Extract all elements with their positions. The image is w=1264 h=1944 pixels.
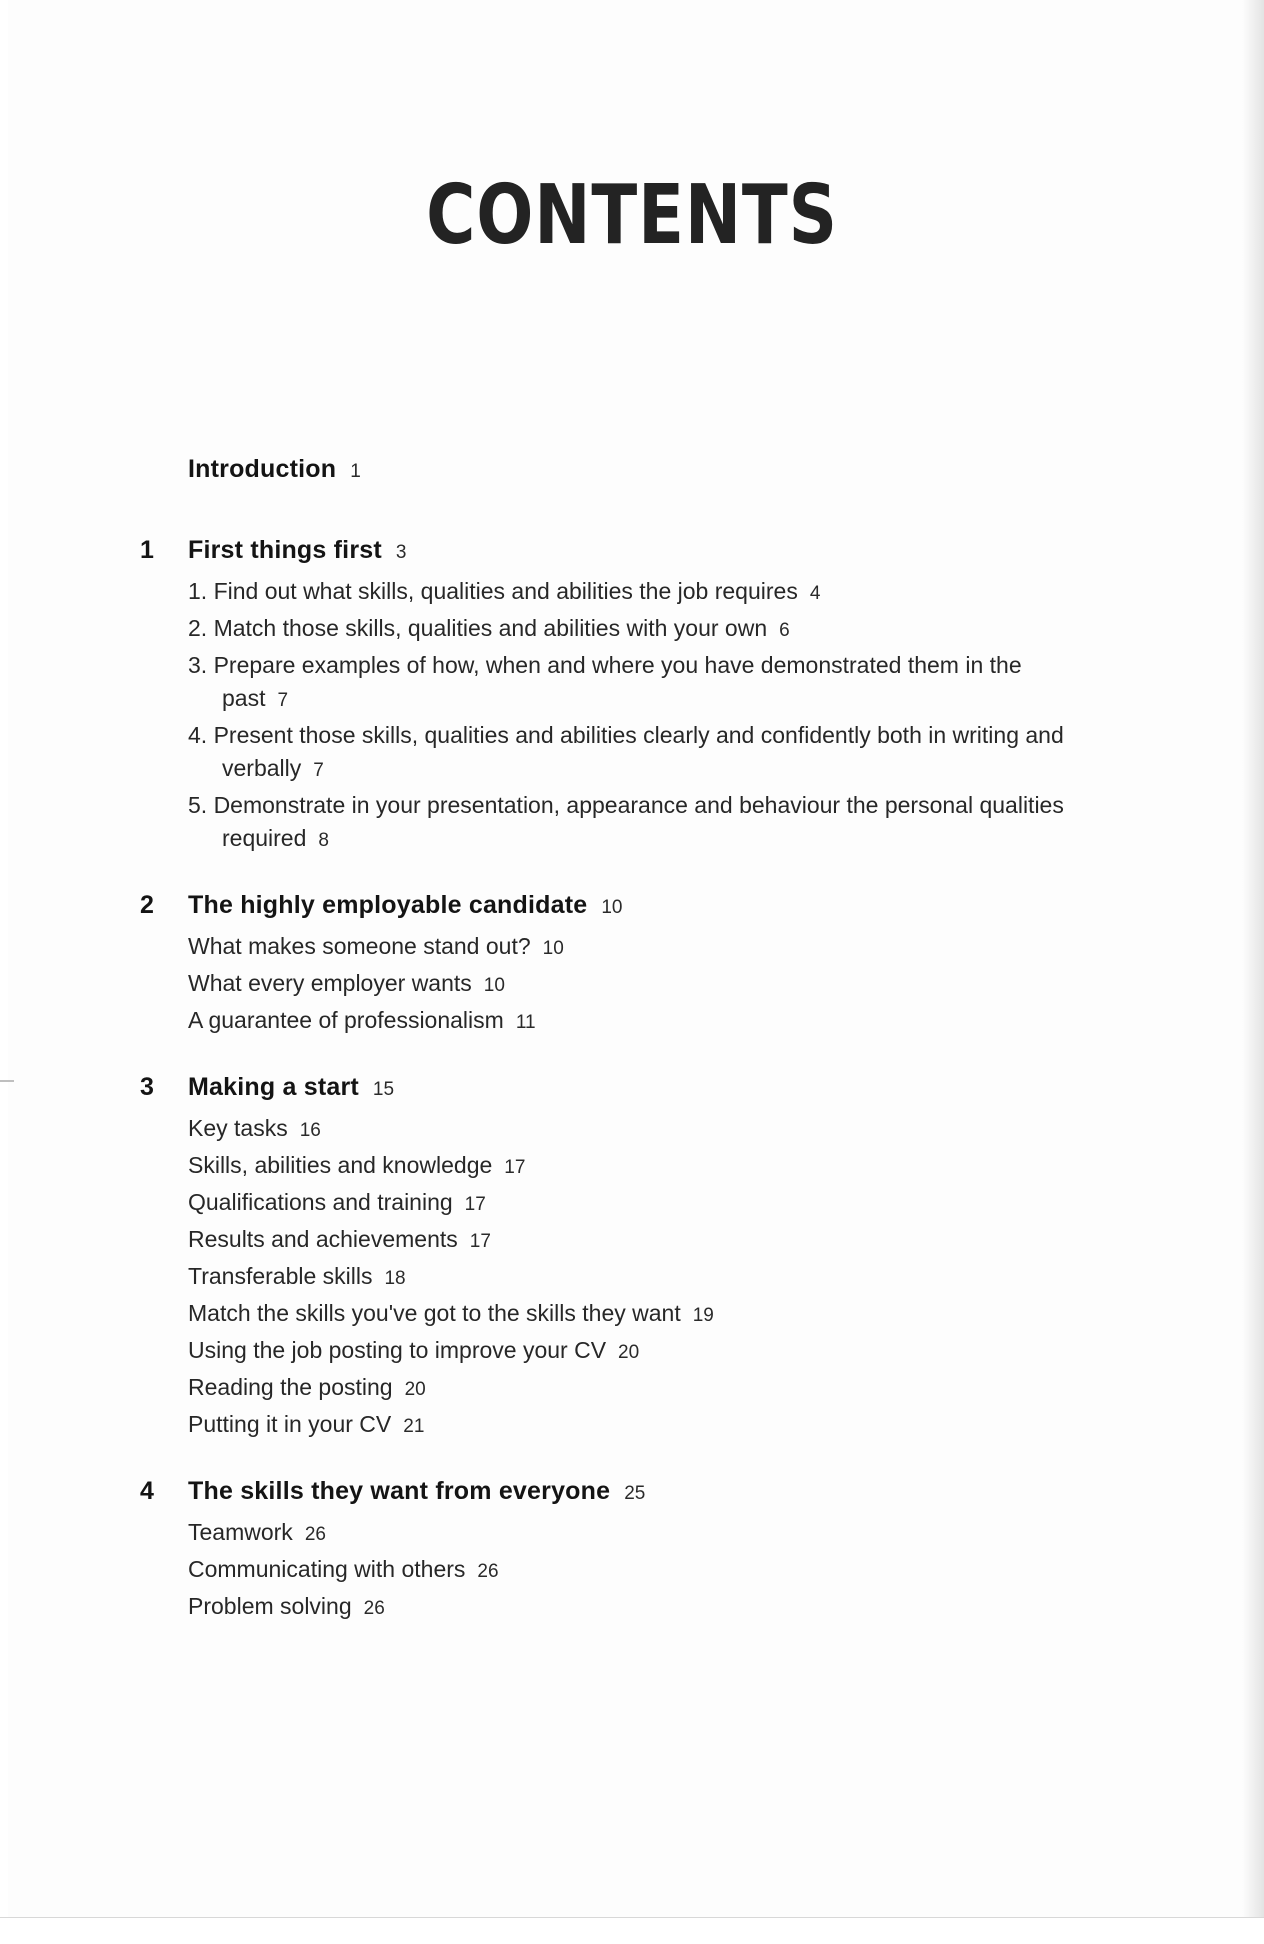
toc-entry-page: 19 [692, 1305, 714, 1326]
toc-entry-list [188, 1112, 1080, 1443]
toc-chapter-number: 1 [140, 536, 154, 564]
toc-chapter [140, 1073, 1080, 1443]
toc-entry[interactable] [188, 1112, 1080, 1147]
toc-entry-list [188, 930, 1080, 1039]
toc-chapter-page: 3 [395, 542, 407, 563]
toc-entry-label: Skills, abilities and knowledge [188, 1152, 493, 1178]
toc-entry[interactable] [188, 789, 1080, 857]
toc-entry[interactable] [188, 1590, 1080, 1625]
toc-chapter [140, 1477, 1080, 1625]
toc-entry-label: Key tasks [188, 1115, 288, 1141]
toc-entry[interactable] [188, 719, 1080, 787]
toc-entry[interactable] [188, 967, 1080, 1002]
toc-chapter-title: The skills they want from everyone [188, 1477, 611, 1505]
toc-entry[interactable] [188, 1186, 1080, 1221]
toc-chapter-page: 10 [601, 897, 623, 918]
table-of-contents [140, 455, 1080, 1659]
toc-introduction-label: Introduction [188, 455, 337, 483]
toc-entry-label: 3. Prepare examples of how, when and where you have demonstrated them in the past [188, 652, 1022, 711]
toc-entry-label: What every employer wants [188, 970, 472, 996]
toc-chapter-heading[interactable] [140, 891, 1080, 920]
toc-entry-label: Communicating with others [188, 1556, 466, 1582]
toc-introduction-page: 1 [350, 461, 361, 482]
toc-entry-label: Qualifications and training [188, 1189, 453, 1215]
toc-entry-page: 7 [277, 690, 289, 711]
toc-entry[interactable] [188, 1553, 1080, 1588]
toc-entry-page: 6 [779, 620, 790, 641]
toc-entry[interactable] [188, 1408, 1080, 1443]
toc-entry-label: Transferable skills [188, 1263, 373, 1289]
page-left-edge [0, 0, 8, 1944]
toc-chapter-number: 2 [140, 891, 154, 919]
toc-entry[interactable] [188, 1223, 1080, 1258]
toc-chapters [140, 536, 1080, 1625]
toc-entry-page: 20 [404, 1379, 426, 1400]
toc-chapter-page: 15 [372, 1079, 395, 1100]
toc-entry[interactable] [188, 1297, 1080, 1332]
toc-chapter-title: First things first [188, 536, 382, 564]
toc-introduction-row [140, 455, 1080, 484]
toc-entry-label: 4. Present those skills, qualities and abilities clearly and confidently both in writing and verbally [188, 722, 1064, 781]
toc-entry-label: 5. Demonstrate in your presentation, appearance and behaviour the personal qualities required [188, 792, 1064, 851]
toc-entry-label: Reading the posting [188, 1374, 393, 1400]
toc-entry-label: Match the skills you've got to the skills they want [188, 1300, 681, 1326]
toc-entry-page: 21 [403, 1416, 425, 1437]
toc-entry-label: What makes someone stand out? [188, 933, 531, 959]
toc-entry[interactable] [188, 1371, 1080, 1406]
toc-chapter-heading[interactable] [140, 536, 1080, 565]
toc-chapter-number: 4 [140, 1477, 154, 1505]
toc-entry-label: Problem solving [188, 1593, 352, 1619]
toc-chapter-number: 3 [140, 1073, 154, 1101]
toc-entry-page: 20 [618, 1342, 640, 1363]
toc-entry[interactable] [188, 930, 1080, 965]
toc-entry-list [188, 575, 1080, 857]
toc-entry-label: 2. Match those skills, qualities and abilities with your own [188, 615, 768, 641]
toc-entry-label: Results and achievements [188, 1226, 458, 1252]
toc-entry[interactable] [188, 1004, 1080, 1039]
toc-chapter-title: Making a start [188, 1073, 359, 1101]
toc-entry-page: 26 [477, 1561, 499, 1582]
page-title: CONTENTS [426, 168, 838, 263]
page-bottom-edge [0, 1917, 1264, 1944]
toc-entry-list [188, 1516, 1080, 1625]
toc-entry-page: 26 [363, 1598, 385, 1619]
toc-entry-page: 16 [299, 1120, 321, 1141]
toc-entry-page: 10 [483, 975, 505, 996]
toc-chapter [140, 536, 1080, 857]
toc-entry[interactable] [188, 575, 1080, 610]
toc-entry-page: 26 [304, 1524, 326, 1545]
page-right-edge-shadow [1242, 0, 1264, 1944]
toc-entry-page: 4 [809, 583, 821, 604]
toc-entry-label: 1. Find out what skills, qualities and abilities the job requires [188, 578, 798, 604]
toc-entry[interactable] [188, 1260, 1080, 1295]
toc-chapter-page: 25 [624, 1483, 646, 1504]
toc-entry-page: 11 [515, 1012, 536, 1033]
toc-entry[interactable] [188, 1516, 1080, 1551]
toc-entry-page: 10 [542, 938, 564, 959]
page-margin-tick [0, 1080, 14, 1082]
toc-entry-page: 17 [469, 1231, 491, 1252]
toc-entry-label: Putting it in your CV [188, 1411, 392, 1437]
toc-chapter-heading[interactable] [140, 1477, 1080, 1506]
toc-entry-page: 17 [464, 1194, 486, 1215]
toc-chapter [140, 891, 1080, 1039]
toc-entry-label: Using the job posting to improve your CV [188, 1337, 607, 1363]
toc-entry-label: Teamwork [188, 1519, 293, 1545]
toc-entry-label: A guarantee of professionalism [188, 1007, 504, 1033]
toc-entry[interactable] [188, 612, 1080, 647]
toc-entry-page: 18 [384, 1268, 406, 1289]
toc-entry[interactable] [188, 1149, 1080, 1184]
toc-entry[interactable] [188, 649, 1080, 717]
toc-entry-page: 8 [318, 830, 329, 851]
toc-entry-page: 17 [504, 1157, 526, 1178]
toc-chapter-heading[interactable] [140, 1073, 1080, 1102]
toc-chapter-title: The highly employable candidate [188, 891, 588, 919]
toc-entry-page: 7 [313, 760, 324, 781]
toc-entry[interactable] [188, 1334, 1080, 1369]
